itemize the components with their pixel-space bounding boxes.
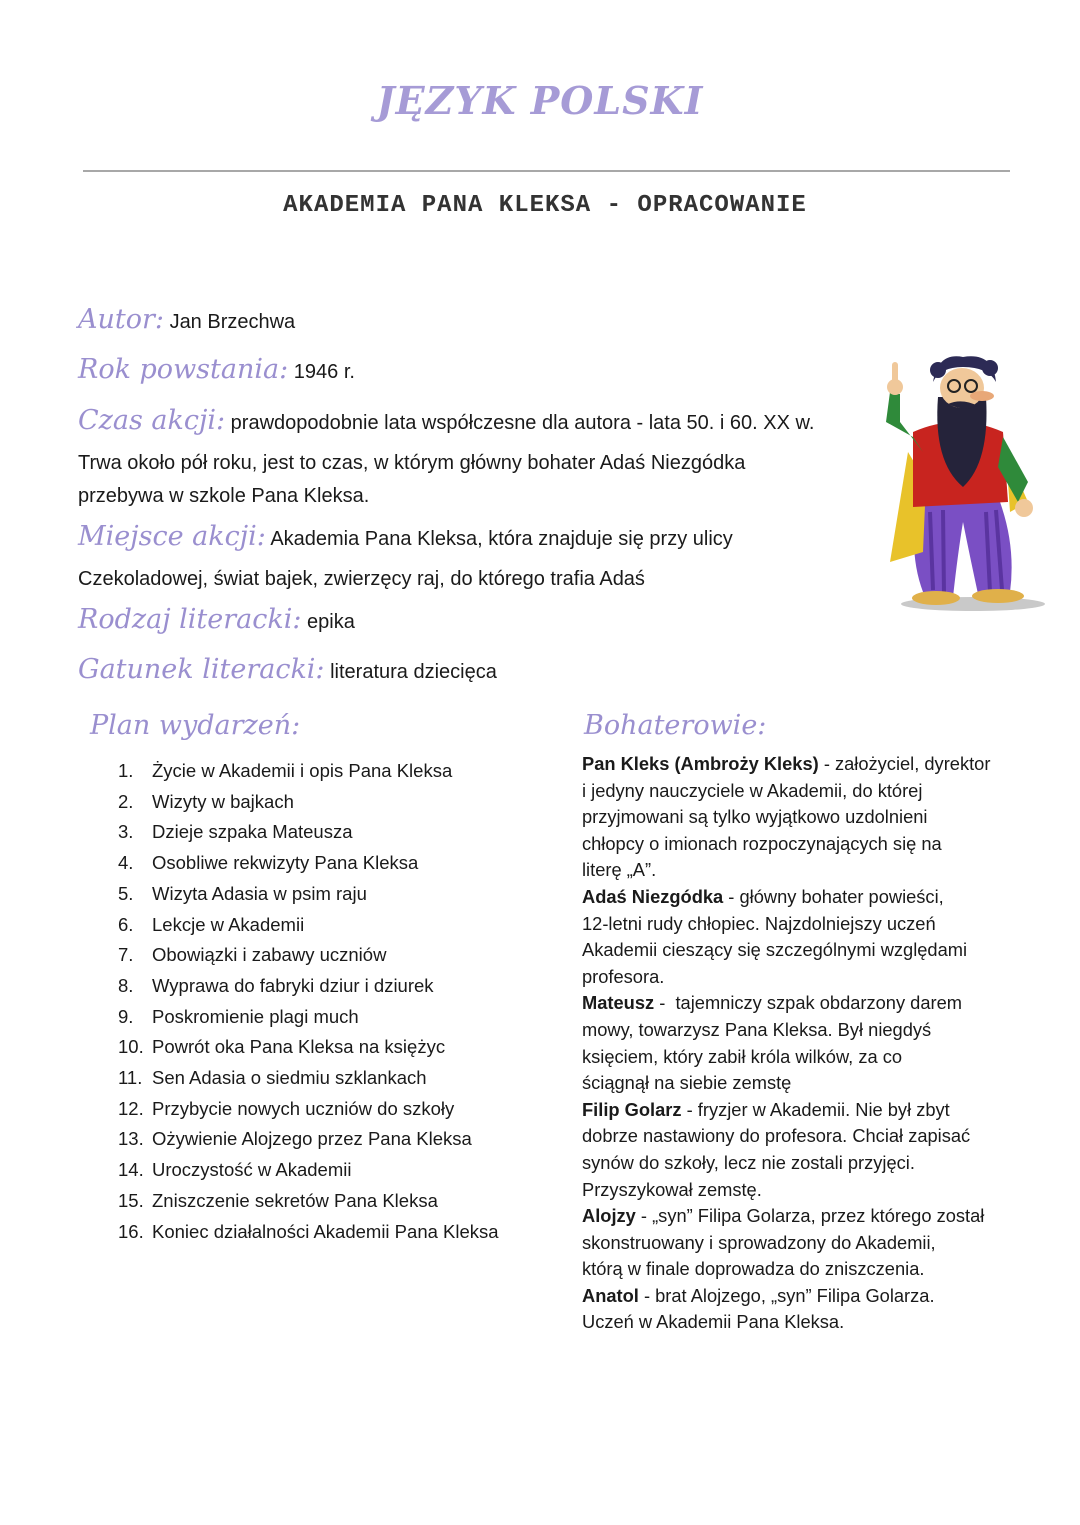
list-item [118, 971, 499, 1002]
list-item-text: Życie w Akademii i opis Pana Kleksa [152, 760, 453, 781]
hero-description: dobrze nastawiony do profesora. Chciał zapisać [582, 1125, 971, 1147]
list-item [118, 940, 499, 971]
list-item-text: Poskromienie plagi much [152, 1005, 359, 1027]
hero-description: Uczeń w Akademii Pana Kleksa. [582, 1311, 845, 1333]
list-item-text: Wizyty w bajkach [152, 790, 294, 812]
hero-name: Anatol [582, 1284, 639, 1306]
hero-description: ściągnął na siebie zemstę [582, 1072, 792, 1094]
plan-heading: Plan wydarzeń: [90, 710, 301, 741]
list-item [118, 787, 499, 818]
list-item [118, 879, 499, 910]
text-line: Czekoladowej, świat bajek, zwierzęcy raj, do którego trafia Adaś [78, 568, 645, 590]
text-line: Trwa około pół roku, jest to czas, w którym główny bohater Adaś Niezgódka [78, 452, 746, 474]
list-item-text: Koniec działalności Akademii Pana Kleksa [152, 1220, 499, 1242]
hero-line [582, 1256, 1022, 1283]
hero-name: Adaś Niezgódka [582, 885, 724, 907]
list-item-number: 11. [118, 1067, 143, 1089]
list-item-number: 8. [118, 974, 134, 996]
hero-line [582, 1044, 1022, 1071]
list-item-text: Zniszczenie sekretów Pana Kleksa [152, 1189, 438, 1211]
hero-description: księciem, który zabił króla wilków, za co [582, 1045, 903, 1067]
hero-description: którą w finale doprowadza do zniszczenia. [582, 1258, 925, 1280]
list-item-number: 6. [118, 913, 134, 935]
hero-description: - fryzjer w Akademii. Nie był zbyt [681, 1098, 950, 1120]
list-item [118, 1063, 499, 1094]
list-item-text: Przybycie nowych uczniów do szkoły [152, 1097, 455, 1119]
hero-line [582, 1150, 1022, 1177]
hero-description: synów do szkoły, lecz nie zostali przyjęci. [582, 1151, 915, 1173]
field-label: Rodzaj literacki: [78, 604, 302, 635]
field-author [78, 303, 295, 339]
list-item [118, 848, 499, 879]
list-item [118, 910, 499, 941]
list-item-text: Ożywienie Alojzego przez Pana Kleksa [152, 1128, 472, 1150]
hero-line [582, 884, 1022, 911]
hero-line [582, 937, 1022, 964]
time-description [78, 447, 838, 513]
list-item-number: 4. [118, 852, 134, 874]
hero-line [582, 1177, 1022, 1204]
text-line: przebywa w szkole Pana Kleksa. [78, 485, 370, 507]
hero-description: przyjmowani są tylko wyjątkowo uzdolnieni [582, 806, 928, 828]
hero-line [582, 778, 1022, 805]
field-value: 1946 r. [293, 361, 355, 383]
hero-line [582, 1017, 1022, 1044]
pan-kleks-illustration-icon [878, 352, 1048, 614]
hero-description: skonstruowany i sprowadzony do Akademii, [582, 1231, 936, 1253]
hero-line [582, 804, 1022, 831]
title-divider [83, 170, 1010, 172]
hero-description: - „syn” Filipa Golarza, przez którego został [635, 1205, 985, 1227]
list-item-text: Sen Adasia o siedmiu szklankach [152, 1067, 427, 1089]
field-value: Jan Brzechwa [169, 311, 296, 333]
list-item-number: 13. [118, 1128, 144, 1150]
field-label: Miejsce akcji: [78, 521, 266, 552]
hero-description: - założyciel, dyrektor [818, 753, 991, 774]
hero-line [582, 1309, 1022, 1336]
field-time [78, 404, 814, 440]
hero-description: i jedyny nauczyciele w Akademii, do której [582, 779, 923, 801]
field-value: epika [307, 611, 355, 633]
list-item-number: 7. [118, 944, 134, 966]
hero-description: Przyszykował zemstę. [582, 1178, 762, 1200]
hero-line [582, 1123, 1022, 1150]
list-item [118, 817, 499, 848]
hero-name: Mateusz [582, 992, 655, 1014]
list-item [118, 1217, 499, 1248]
list-item [118, 1032, 499, 1063]
list-item [118, 1155, 499, 1186]
list-item-text: Wizyta Adasia w psim raju [152, 882, 367, 904]
list-item [118, 1124, 499, 1155]
field-label: Rok powstania: [78, 354, 289, 385]
list-item-number: 3. [118, 821, 134, 843]
hero-line [582, 990, 1022, 1017]
list-item-number: 10. [118, 1036, 144, 1058]
list-item-text: Obowiązki i zabawy uczniów [152, 944, 387, 966]
heroes-heading: Bohaterowie: [584, 710, 767, 741]
hero-line [582, 1230, 1022, 1257]
list-item [118, 1186, 499, 1217]
hero-line [582, 831, 1022, 858]
hero-description: - brat Alojzego, „syn” Filipa Golarza. [638, 1284, 935, 1306]
hero-name: Filip Golarz [582, 1098, 682, 1120]
hero-description: chłopcy o imionach rozpoczynających się na [582, 832, 942, 854]
list-item-number: 2. [118, 790, 134, 812]
hero-line [582, 857, 1022, 884]
list-item-text: Powrót oka Pana Kleksa na księżyc [152, 1036, 446, 1058]
list-item-number: 1. [118, 760, 134, 781]
field-place [78, 520, 733, 556]
hero-description: literę „A”. [582, 859, 657, 881]
field-kind [78, 603, 355, 639]
plan-list [118, 756, 499, 1247]
list-item-text: Lekcje w Akademii [152, 913, 305, 935]
hero-line [582, 1097, 1022, 1124]
list-item-number: 14. [118, 1159, 144, 1181]
list-item-number: 9. [118, 1005, 134, 1027]
field-value: literatura dziecięca [330, 661, 497, 683]
list-item-text: Dzieje szpaka Mateusza [152, 821, 353, 843]
field-label: Czas akcji: [78, 405, 226, 436]
list-item-number: 15. [118, 1189, 144, 1211]
hero-description: mowy, towarzysz Pana Kleksa. Był niegdyś [582, 1018, 932, 1040]
place-description [78, 563, 838, 596]
hero-line [582, 911, 1022, 938]
hero-description: 12-letni rudy chłopiec. Najzdolniejszy uczeń [582, 912, 936, 934]
hero-description: - tajemniczy szpak obdarzony darem [654, 992, 963, 1014]
list-item-text: Uroczystość w Akademii [152, 1159, 352, 1181]
hero-description: Akademii cieszący się szczególnymi względami [582, 939, 968, 961]
field-value: prawdopodobnie lata współczesne dla autora - lata 50. i 60. XX w. [230, 412, 815, 434]
field-value: Akademia Pana Kleksa, która znajduje się przy ulicy [270, 528, 733, 550]
list-item [118, 756, 499, 787]
hero-description: profesora. [582, 965, 665, 987]
hero-line [582, 1203, 1022, 1230]
page-title: JĘZYK POLSKI [376, 78, 704, 123]
list-item-text: Wyprawa do fabryki dziur i dziurek [152, 974, 434, 996]
hero-description: - główny bohater powieści, [723, 885, 944, 907]
hero-line [582, 1070, 1022, 1097]
hero-line [582, 751, 1022, 778]
hero-line [582, 964, 1022, 991]
field-label: Gatunek literacki: [78, 654, 325, 685]
list-item-number: 16. [118, 1220, 144, 1242]
hero-line [582, 1283, 1022, 1310]
field-label: Autor: [78, 304, 164, 335]
hero-name: Pan Kleks (Ambroży Kleks) [582, 753, 819, 774]
heroes-list [582, 751, 1022, 1336]
field-genre [78, 653, 497, 689]
list-item-number: 5. [118, 882, 134, 904]
list-item-number: 12. [118, 1097, 144, 1119]
document-subtitle: AKADEMIA PANA KLEKSA - OPRACOWANIE [283, 192, 807, 219]
list-item-text: Osobliwe rekwizyty Pana Kleksa [152, 852, 419, 874]
list-item [118, 1002, 499, 1033]
hero-name: Alojzy [582, 1205, 636, 1227]
field-year [78, 353, 355, 389]
list-item [118, 1094, 499, 1125]
